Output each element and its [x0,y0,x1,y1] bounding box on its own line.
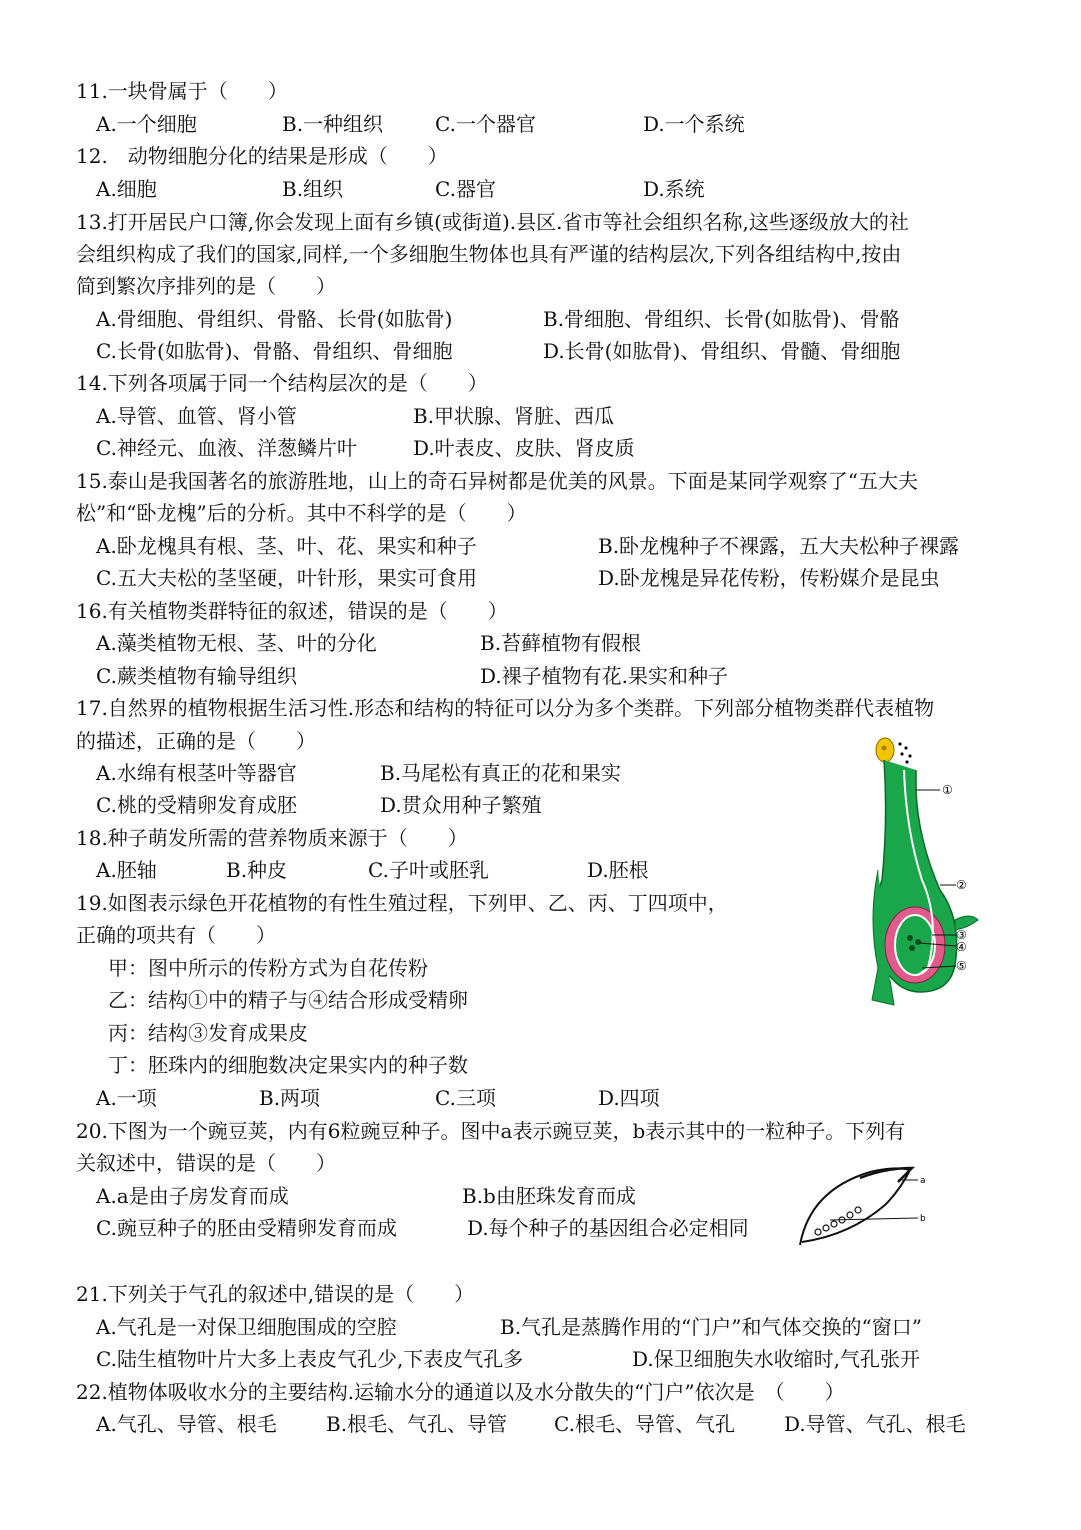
pistil-diagram [860,730,980,1010]
q21-option-c: C.陆生植物叶片大多上表皮气孔少,下表皮气孔多 [96,1347,524,1371]
q18-option-d: D.胚根 [587,858,649,882]
q21-stem: 21.下列关于气孔的叙述中,错误的是（ ） [76,1282,475,1306]
q22-stem: 22.植物体吸收水分的主要结构.运输水分的通道以及水分散失的“门户”依次是 （ ） [76,1380,845,1404]
q11-option-a: A.一个细胞 [96,112,197,136]
q19-statement-ding: 丁：胚珠内的细胞数决定果实内的种子数 [108,1053,468,1077]
q11-option-c: C.一个器官 [435,112,536,136]
pea-pod-diagram [790,1150,940,1250]
q20-option-c: C.豌豆种子的胚由受精卵发育而成 [96,1216,397,1240]
q15-option-a: A.卧龙槐具有根、茎、叶、花、果实和种子 [96,534,477,558]
q22-option-c: C.根毛、导管、气孔 [554,1412,735,1436]
q19-statement-jia: 甲：图中所示的传粉方式为自花传粉 [108,956,428,980]
q19-option-d: D.四项 [598,1086,660,1110]
q20-stem-line: 20.下图为一个豌豆荚，内有6粒豌豆种子。图中a表示豌豆荚，b表示其中的一粒种子。下列有 [76,1119,906,1143]
q14-stem: 14.下列各项属于同一个结构层次的是（ ） [76,371,488,395]
q12-option-a: A.细胞 [96,177,157,201]
q19-option-c: C.三项 [435,1086,496,1110]
pistil-label-2: ② [956,878,967,892]
q17-stem-line: 17.自然界的植物根据生活习性.形态和结构的特征可以分为多个类群。下列部分植物类群代表植物 [76,696,935,720]
q14-option-c: C.神经元、血液、洋葱鳞片叶 [96,436,357,460]
q13-option-a: A.骨细胞、骨组织、骨骼、长骨(如肱骨) [96,307,453,331]
pistil-label-4: ④ [956,940,967,954]
q13-option-b: B.骨细胞、骨组织、长骨(如肱骨)、骨骼 [543,307,900,331]
q19-stem-line: 正确的项共有（ ） [76,923,276,947]
q12-stem: 12. 动物细胞分化的结果是形成（ ） [76,144,448,168]
q20-option-b: B.b由胚珠发育而成 [462,1184,636,1208]
q12-option-b: B.组织 [282,177,344,201]
q11-option-b: B.一种组织 [282,112,384,136]
q15-option-b: B.卧龙槐种子不裸露，五大夫松种子裸露 [598,534,960,558]
q17-option-d: D.贯众用种子繁殖 [380,793,542,817]
q16-option-b: B.苔藓植物有假根 [480,631,642,655]
q16-option-a: A.藻类植物无根、茎、叶的分化 [96,631,377,655]
q17-option-a: A.水绵有根茎叶等器官 [96,761,297,785]
pistil-label-5: ⑤ [956,959,967,973]
q15-stem-line: 松”和“卧龙槐”后的分析。其中不科学的是（ ） [76,501,527,525]
q16-option-d: D.裸子植物有花.果实和种子 [480,664,729,688]
q21-option-d: D.保卫细胞失水收缩时,气孔张开 [632,1347,921,1371]
q22-option-b: B.根毛、气孔、导管 [326,1412,508,1436]
q13-option-c: C.长骨(如肱骨)、骨骼、骨组织、骨细胞 [96,339,453,363]
q22-option-a: A.气孔、导管、根毛 [96,1412,277,1436]
q18-option-a: A.胚轴 [96,858,157,882]
q17-option-b: B.马尾松有真正的花和果实 [380,761,622,785]
q14-option-b: B.甲状腺、肾脏、西瓜 [413,404,615,428]
q18-option-b: B.种皮 [226,858,288,882]
pistil-label-3: ③ [956,928,967,942]
q17-stem-line: 的描述，正确的是（ ） [76,729,316,753]
pistil-label-1: ① [942,783,953,797]
q11-option-d: D.一个系统 [643,112,745,136]
q11-stem: 11.一块骨属于（ ） [76,79,288,103]
q22-option-d: D.导管、气孔、根毛 [784,1412,966,1436]
q20-option-a: A.a是由子房发育而成 [96,1184,289,1208]
q18-stem: 18.种子萌发所需的营养物质来源于（ ） [76,826,468,850]
q12-option-d: D.系统 [643,177,705,201]
q18-option-c: C.子叶或胚乳 [368,858,489,882]
q16-stem: 16.有关植物类群特征的叙述，错误的是（ ） [76,599,508,623]
q14-option-a: A.导管、血管、肾小管 [96,404,297,428]
q15-option-c: C.五大夫松的茎坚硬，叶针形，果实可食用 [96,566,477,590]
q19-option-b: B.两项 [259,1086,321,1110]
q21-option-b: B.气孔是蒸腾作用的“门户”和气体交换的“窗口” [500,1315,922,1339]
q13-stem-line: 会组织构成了我们的国家,同样,一个多细胞生物体也具有严谨的结构层次,下列各组结构中,按由 [76,242,902,266]
q16-option-c: C.蕨类植物有输导组织 [96,664,297,688]
q19-stem-line: 19.如图表示绿色开花植物的有性生殖过程，下列甲、乙、丙、丁四项中， [76,891,728,915]
q19-statement-yi: 乙：结构①中的精子与④结合形成受精卵 [108,988,468,1012]
pea-label-a: a [920,1176,926,1186]
q14-option-d: D.叶表皮、皮肤、肾皮质 [413,436,635,460]
q15-stem-line: 15.泰山是我国著名的旅游胜地，山上的奇石异树都是优美的风景。下面是某同学观察了“五大夫 [76,469,919,493]
q19-statement-bing: 丙：结构③发育成果皮 [108,1021,308,1045]
q15-option-d: D.卧龙槐是异花传粉，传粉媒介是昆虫 [598,566,940,590]
q20-option-d: D.每个种子的基因组合必定相同 [467,1216,749,1240]
q20-stem-line: 关叙述中，错误的是（ ） [76,1151,336,1175]
q13-stem-line: 简到繁次序排列的是（ ） [76,274,336,298]
q12-option-c: C.器官 [435,177,496,201]
q21-option-a: A.气孔是一对保卫细胞围成的空腔 [96,1315,397,1339]
q13-stem-line: 13.打开居民户口簿,你会发现上面有乡镇(或街道).县区.省市等社会组织名称,这些逐级放大的社 [76,210,909,234]
pea-label-b: b [920,1214,926,1224]
q17-option-c: C.桃的受精卵发育成胚 [96,793,297,817]
q13-option-d: D.长骨(如肱骨)、骨组织、骨髓、骨细胞 [543,339,901,363]
q19-option-a: A.一项 [96,1086,157,1110]
